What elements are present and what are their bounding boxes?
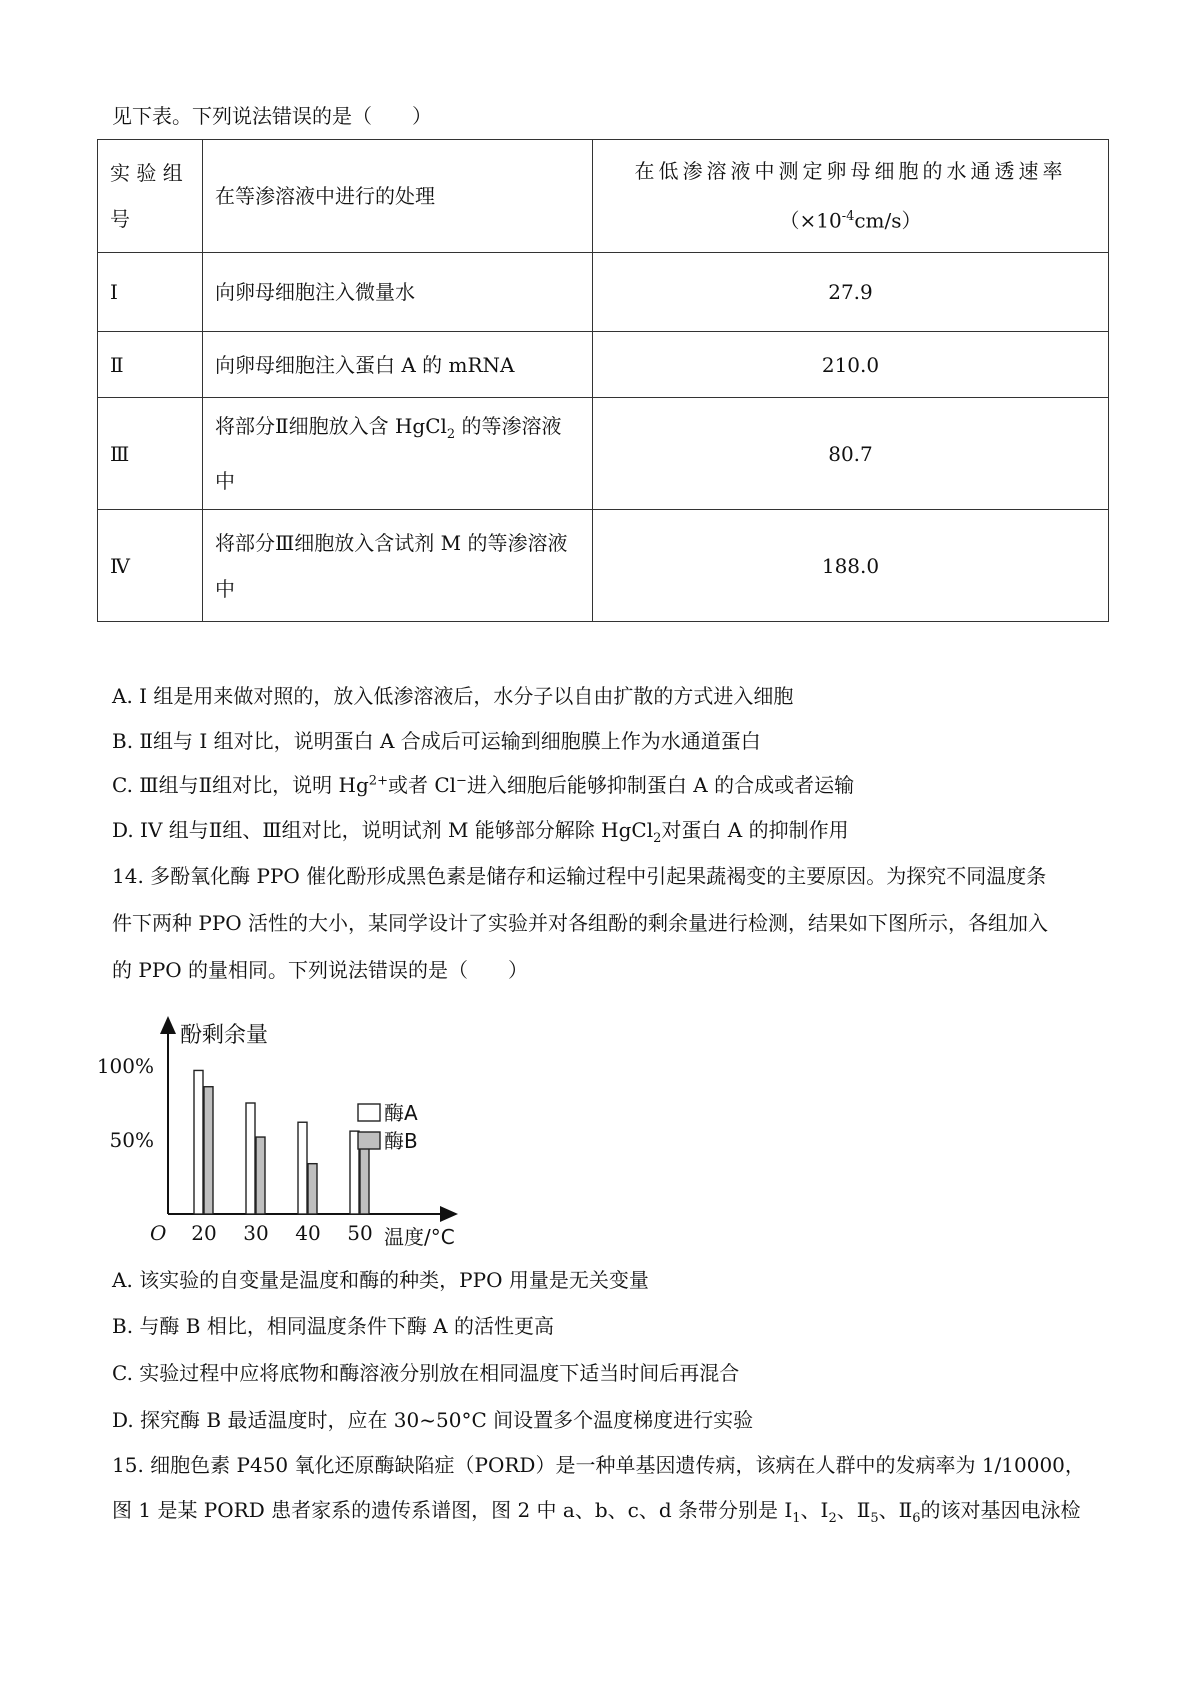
- bar-酶B-50: [360, 1140, 369, 1214]
- row-treatment-a: 将部分Ⅱ细胞放入含 HgCl: [215, 414, 447, 438]
- table-row: [98, 510, 1109, 622]
- q15-line2-a: 图 1 是某 PORD 患者家系的遗传系谱图，图 2 中 a、b、c、d 条带分别是 I: [112, 1498, 793, 1522]
- experiment-table: [97, 139, 1109, 622]
- origin-label: O: [150, 1221, 167, 1245]
- header-rate-line1: 在低渗溶液中测定卵母细胞的水通透速率: [634, 159, 1067, 184]
- row-treatment: [203, 398, 593, 510]
- q14-option-c: C. 实验过程中应将底物和酶溶液分别放在相同温度下适当时间后再混合: [112, 1361, 740, 1385]
- chart-bars: [194, 1070, 369, 1214]
- row-rate: 80.7: [593, 398, 1109, 510]
- q15-line2: [112, 1494, 1080, 1526]
- q15-line2-d: 、Ⅱ: [878, 1498, 913, 1522]
- legend-swatch-酶B: [358, 1132, 380, 1149]
- header-rate-line2: [605, 194, 1096, 244]
- q13-option-d: [112, 814, 849, 846]
- legend-label: 酶A: [384, 1101, 418, 1125]
- x-tick-label: 40: [295, 1221, 321, 1245]
- row-rate: 210.0: [593, 332, 1109, 398]
- q13-option-d-a: D. IV 组与Ⅱ组、Ⅲ组对比，说明试剂 M 能够部分解除 HgCl: [112, 818, 654, 842]
- row-treatment-sub: 2: [446, 427, 456, 442]
- q15-line2-c: 、Ⅱ: [836, 1498, 871, 1522]
- row-rate: 27.9: [593, 253, 1109, 332]
- row-treatment: 向卵母细胞注入微量水: [203, 253, 593, 332]
- q15-line2-e: 的该对基因电泳检: [920, 1498, 1081, 1522]
- row-treatment-line1: [215, 403, 580, 458]
- table-row: [98, 398, 1109, 510]
- bar-酶A-30: [246, 1103, 255, 1214]
- q15-line2-b: 、I: [800, 1498, 829, 1522]
- q13-option-c-b: 或者 Cl: [387, 773, 457, 797]
- y-tick-label: 50%: [109, 1128, 154, 1152]
- legend-label: 酶B: [384, 1129, 418, 1153]
- header-rate-unit-b: cm/s）: [854, 208, 922, 233]
- row-group: Ⅳ: [98, 510, 203, 622]
- header-rate-exp: -4: [841, 209, 855, 225]
- bar-酶B-40: [308, 1164, 317, 1214]
- q14-stem-line2: 件下两种 PPO 活性的大小，某同学设计了实验并对各组酚的剩余量进行检测，结果如下图所示，各组加入: [112, 911, 1049, 935]
- table-header-row: [98, 140, 1109, 253]
- table-row: [98, 332, 1109, 398]
- q15-sub-3: 5: [870, 1511, 879, 1526]
- q13-option-d-b: 对蛋白 A 的抑制作用: [661, 818, 849, 842]
- q13-option-c-a: C. Ⅲ组与Ⅱ组对比，说明 Hg: [112, 773, 369, 797]
- x-tick-label: 50: [347, 1221, 373, 1245]
- enzyme-bar-chart: [96, 1008, 468, 1254]
- q13-option-a: A. I 组是用来做对照的，放入低渗溶液后，水分子以自由扩散的方式进入细胞: [112, 684, 794, 708]
- y-axis-label: 酚剩余量: [180, 1023, 269, 1048]
- q13-option-c-sup2: −: [456, 773, 467, 789]
- x-axis-label: 温度/°C: [384, 1225, 455, 1249]
- row-treatment: [203, 510, 593, 622]
- row-rate: 188.0: [593, 510, 1109, 622]
- header-group-line2: 号: [110, 207, 130, 231]
- row-group: Ⅱ: [98, 332, 203, 398]
- q13-option-c-sup: 2+: [368, 773, 388, 789]
- q13-option-c: [112, 769, 854, 798]
- row-group: Ⅲ: [98, 398, 203, 510]
- row-treatment-line2: 中: [215, 469, 235, 493]
- header-rate-unit-a: （×10: [779, 208, 842, 233]
- q13-option-d-sub: 2: [653, 831, 662, 846]
- header-rate: [593, 140, 1109, 253]
- q15-sub-1: 1: [792, 1511, 801, 1526]
- x-tick-label: 30: [243, 1221, 269, 1245]
- bar-酶B-30: [256, 1137, 265, 1214]
- row-treatment-line2: 中: [215, 576, 235, 601]
- row-treatment-b: 的等渗溶液: [455, 414, 562, 438]
- row-group: Ⅰ: [98, 253, 203, 332]
- chart-legend: [358, 1101, 418, 1153]
- bar-酶B-20: [204, 1087, 213, 1214]
- table-row: [98, 253, 1109, 332]
- q14-option-b: B. 与酶 B 相比，相同温度条件下酶 A 的活性更高: [112, 1314, 554, 1338]
- q15-line1: 15. 细胞色素 P450 氧化还原酶缺陷症（PORD）是一种单基因遗传病，该病在人群中的发病率为 1/10000，: [112, 1453, 1085, 1477]
- q14-option-d: D. 探究酶 B 最适温度时，应在 30~50°C 间设置多个温度梯度进行实验: [112, 1408, 754, 1432]
- bar-酶A-20: [194, 1070, 203, 1214]
- header-group-line1: 实 验 组: [110, 161, 183, 185]
- q14-option-a: A. 该实验的自变量是温度和酶的种类，PPO 用量是无关变量: [112, 1268, 649, 1292]
- q13-option-b: B. Ⅱ组与 I 组对比，说明蛋白 A 合成后可运输到细胞膜上作为水通道蛋白: [112, 729, 761, 753]
- row-treatment: 向卵母细胞注入蛋白 A 的 mRNA: [203, 332, 593, 398]
- q13-option-c-c: 进入细胞后能够抑制蛋白 A 的合成或者运输: [466, 773, 855, 797]
- x-tick-label: 20: [191, 1221, 217, 1245]
- y-tick-label: 100%: [96, 1054, 154, 1078]
- header-treatment: 在等渗溶液中进行的处理: [203, 140, 593, 253]
- bar-酶A-40: [298, 1122, 307, 1214]
- q14-stem-line3: 的 PPO 的量相同。下列说法错误的是（ ）: [112, 958, 529, 982]
- header-group: [98, 140, 203, 253]
- q15-sub-2: 2: [828, 1511, 837, 1526]
- row-treatment-line1: 将部分Ⅲ细胞放入含试剂 M 的等渗溶液: [215, 530, 568, 555]
- legend-swatch-酶A: [358, 1104, 380, 1121]
- q14-stem-line1: 14. 多酚氧化酶 PPO 催化酚形成黑色素是储存和运输过程中引起果蔬褐变的主要原因。为探究不同温度条: [112, 864, 1047, 888]
- q15-sub-4: 6: [912, 1511, 921, 1526]
- question-intro: 见下表。下列说法错误的是（ ）: [112, 104, 432, 128]
